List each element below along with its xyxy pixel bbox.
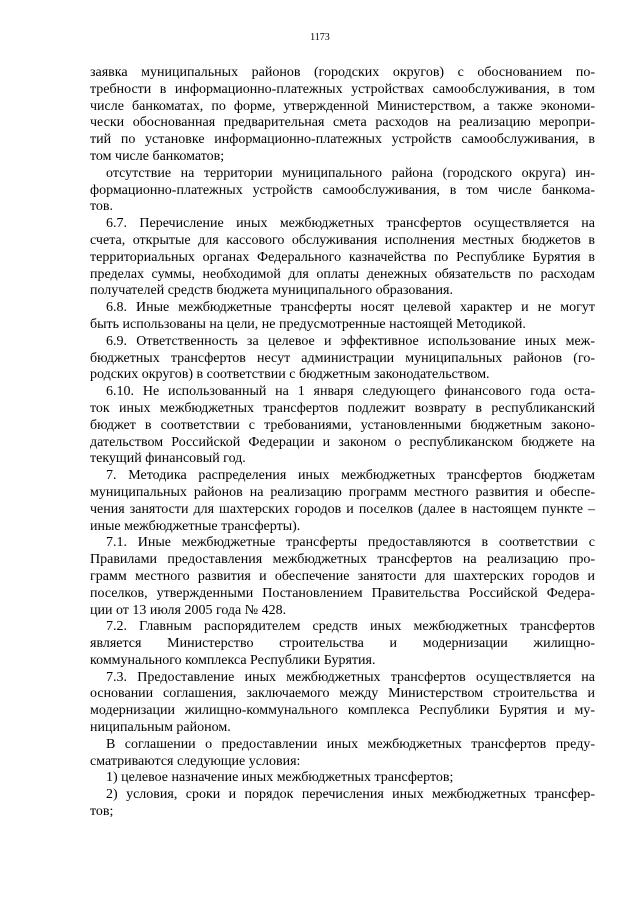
paragraph (90, 65, 595, 166)
text-line: 1) целевое назначение иных межбюджетных трансфертов; (106, 770, 454, 786)
text-line: быть использованы на цели, не предусмотренные настоящей Методикой. (90, 316, 526, 332)
text-line: бюджет в соответствии с требованиями, установленными бюджетным законо- (90, 417, 595, 433)
text-line: тов; (90, 804, 114, 820)
text-line: территориальных органах Федерального казначейства по Республике Бурятия в (90, 249, 595, 265)
text-line: числе банкоматах, по форме, утвержденной Министерством, а также экономи- (90, 98, 595, 114)
paragraph (90, 770, 595, 787)
paragraph (90, 468, 595, 535)
text-line: чески обоснованная предварительная смета расходов на реализацию меропри- (90, 115, 595, 131)
paragraph (90, 384, 595, 468)
paragraph (90, 535, 595, 619)
text-line: получателей средств бюджета муниципального образования. (90, 283, 453, 299)
text-line: Правилами предоставления межбюджетных трансфертов на реализацию про- (90, 552, 595, 568)
text-line: 6.9. Ответственность за целевое и эффективное использование иных меж- (106, 333, 595, 349)
paragraph (90, 216, 595, 300)
text-line: ции от 13 июля 2005 года № 428. (90, 602, 287, 618)
paragraph (90, 300, 595, 334)
text-line: В соглашении о предоставлении иных межбюджетных трансфертов преду- (106, 736, 595, 752)
paragraph (90, 787, 595, 821)
text-line: 6.7. Перечисление иных межбюджетных трансфертов осуществляется на (106, 216, 595, 232)
paragraph (90, 334, 595, 384)
text-line: 7.3. Предоставление иных межбюджетных трансфертов осуществляется на (106, 669, 595, 685)
text-line: 2) условия, сроки и порядок перечисления иных межбюджетных трансфер- (106, 787, 595, 803)
text-line: 6.10. Не использованный на 1 января следующего финансового года оста- (106, 384, 595, 400)
text-line: 7. Методика распределения иных межбюджетных трансфертов бюджетам (106, 468, 595, 484)
text-line: муниципальных районов на реализацию программ местного развития и обеспе- (90, 484, 595, 500)
text-line: иные межбюджетные трансферты). (90, 518, 301, 534)
document-body (90, 65, 595, 821)
text-line: тий по установке информационно-платежных устройств самообслуживания, в (90, 132, 595, 148)
text-line: грамм местного развития и обеспечение занятости для шахтерских городов и (90, 568, 595, 584)
text-line: родских округов) в соответствии с бюджетным законодательством. (90, 367, 490, 383)
text-line: требности в информационно-платежных устройствах самообслуживания, в том (90, 81, 595, 97)
text-line: тов. (90, 199, 114, 215)
text-line: счета, открытые для кассового обслуживания исполнения местных бюджетов в (90, 232, 595, 248)
text-line: модернизации жилищно-коммунального комплекса Республики Бурятия и му- (90, 703, 595, 719)
text-line: 7.2. Главным распорядителем средств иных межбюджетных трансфертов (106, 619, 595, 635)
text-line: коммунального комплекса Республики Бурятия. (90, 652, 376, 668)
text-line: 7.1. Иные межбюджетные трансферты предоставляются в соответствии с (106, 535, 595, 551)
paragraph (90, 166, 595, 216)
text-line: ток иных межбюджетных трансфертов подлежит возврату в республиканский (90, 400, 595, 416)
page-number: 1173 (310, 32, 330, 43)
paragraph (90, 670, 595, 737)
text-line: пределах суммы, необходимой для оплаты денежных обязательств по расходам (90, 266, 595, 282)
paragraph (90, 619, 595, 669)
text-line: является Министерство строительства и модернизации жилищно- (90, 636, 595, 652)
text-line: том числе банкоматов; (90, 148, 225, 164)
text-line: бюджетных трансфертов несут администрации муниципальных районов (го- (90, 350, 595, 366)
text-line: чения занятости для шахтерских городов и поселков (далее в настоящем пункте – (90, 501, 595, 517)
text-line: основании соглашения, заключаемого между Министерством строительства и (90, 686, 595, 702)
text-line: поселков, утвержденными Постановлением Правительства Российской Федера- (90, 585, 595, 601)
paragraph (90, 737, 595, 771)
text-line: сматриваются следующие условия: (90, 753, 301, 769)
text-line: заявка муниципальных районов (городских округов) с обоснованием по- (90, 65, 595, 80)
text-line: отсутствие на территории муниципального района (городского округа) ин- (106, 165, 595, 181)
text-line: дательством Российской Федерации и законом о республиканском бюджете на (90, 434, 595, 450)
text-line: 6.8. Иные межбюджетные трансферты носят целевой характер и не могут (106, 300, 595, 316)
text-line: формационно-платежных устройств самообслуживания, в том числе банкома- (90, 182, 595, 198)
text-line: текущий финансовый год. (90, 451, 246, 467)
text-line: ниципальным районом. (90, 720, 231, 736)
